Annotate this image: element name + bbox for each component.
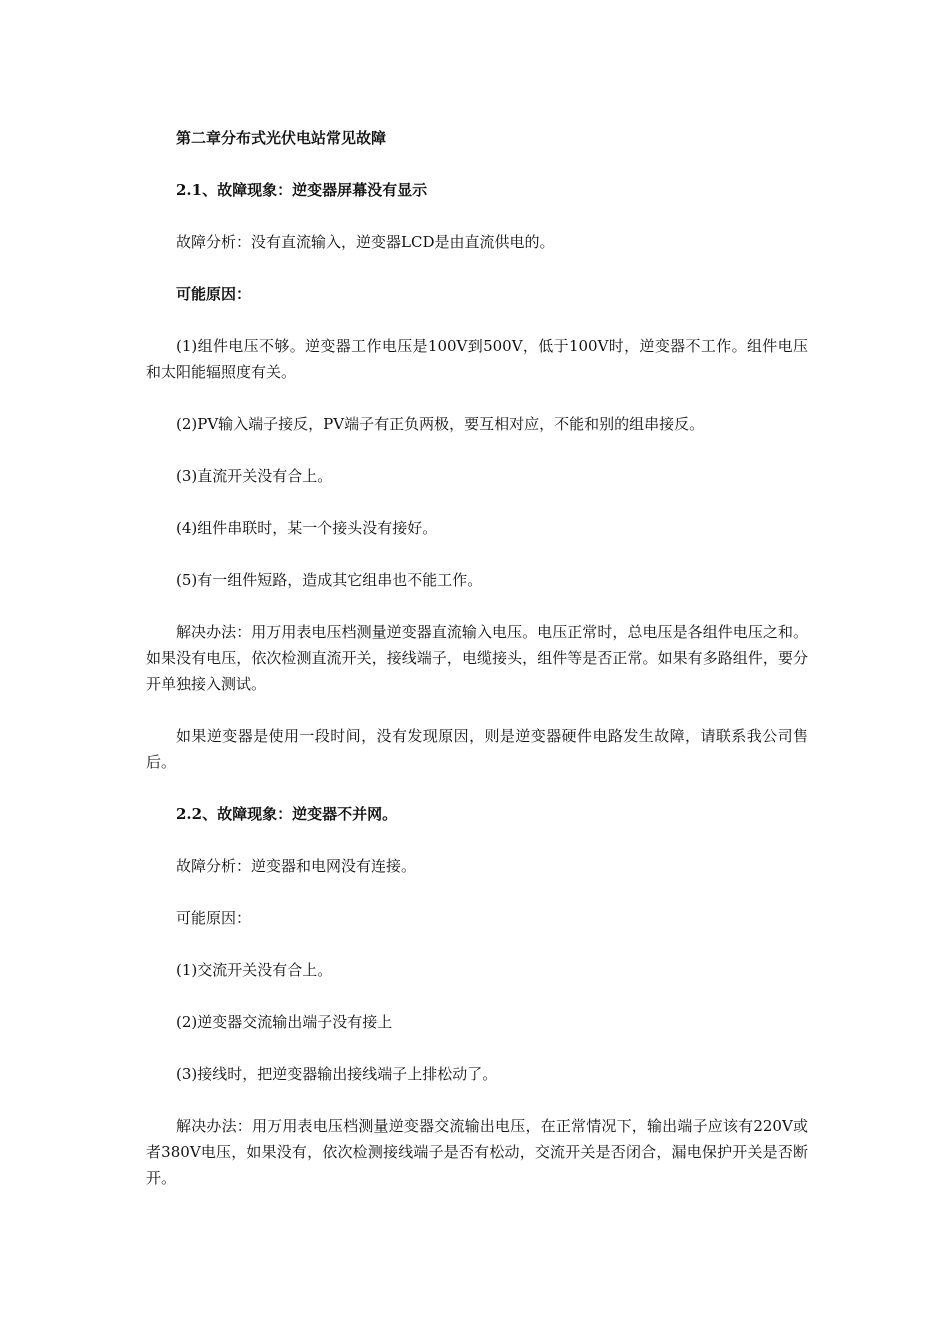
cause-item: (3)直流开关没有合上。 (176, 467, 333, 485)
document-body (146, 125, 808, 1217)
section-heading-2-2: 2.2、故障现象：逆变器不并网。 (176, 805, 398, 823)
cause-item: (2)PV输入端子接反，PV端子有正负两极，要互相对应，不能和别的组串接反。 (176, 415, 705, 433)
possible-causes-heading: 可能原因： (176, 285, 252, 303)
section-heading-2-1: 2.1、故障现象：逆变器屏幕没有显示 (176, 181, 428, 199)
cause-item: (1)交流开关没有合上。 (176, 961, 333, 979)
possible-causes-heading: 可能原因： (176, 909, 252, 927)
after-sales-paragraph: 如果逆变器是使用一段时间，没有发现原因，则是逆变器硬件电路发生故障，请联系我公司售后。 (146, 727, 808, 771)
cause-item: (5)有一组件短路，造成其它组串也不能工作。 (176, 571, 483, 589)
fault-analysis: 故障分析：逆变器和电网没有连接。 (176, 857, 417, 875)
solution-paragraph: 解决办法：用万用表电压档测量逆变器直流输入电压。电压正常时，总电压是各组件电压之和。如果没有电压，依次检测直流开关，接线端子，电缆接头，组件等是否正常。如果有多路组件，要分开单独接入测试。 (146, 623, 808, 693)
cause-item: (2)逆变器交流输出端子没有接上 (176, 1013, 393, 1031)
chapter-title: 第二章分布式光伏电站常见故障 (176, 129, 387, 147)
cause-item: (1)组件电压不够。逆变器工作电压是100V到500V，低于100V时，逆变器不工作。组件电压和太阳能辐照度有关。 (146, 337, 808, 381)
cause-item: (3)接线时，把逆变器输出接线端子上排松动了。 (176, 1065, 498, 1083)
solution-paragraph: 解决办法：用万用表电压档测量逆变器交流输出电压，在正常情况下，输出端子应该有220V或者380V电压，如果没有，依次检测接线端子是否有松动，交流开关是否闭合，漏电保护开关是否断开。 (146, 1117, 808, 1187)
fault-analysis: 故障分析：没有直流输入，逆变器LCD是由直流供电的。 (176, 233, 555, 251)
cause-item: (4)组件串联时，某一个接头没有接好。 (176, 519, 438, 537)
